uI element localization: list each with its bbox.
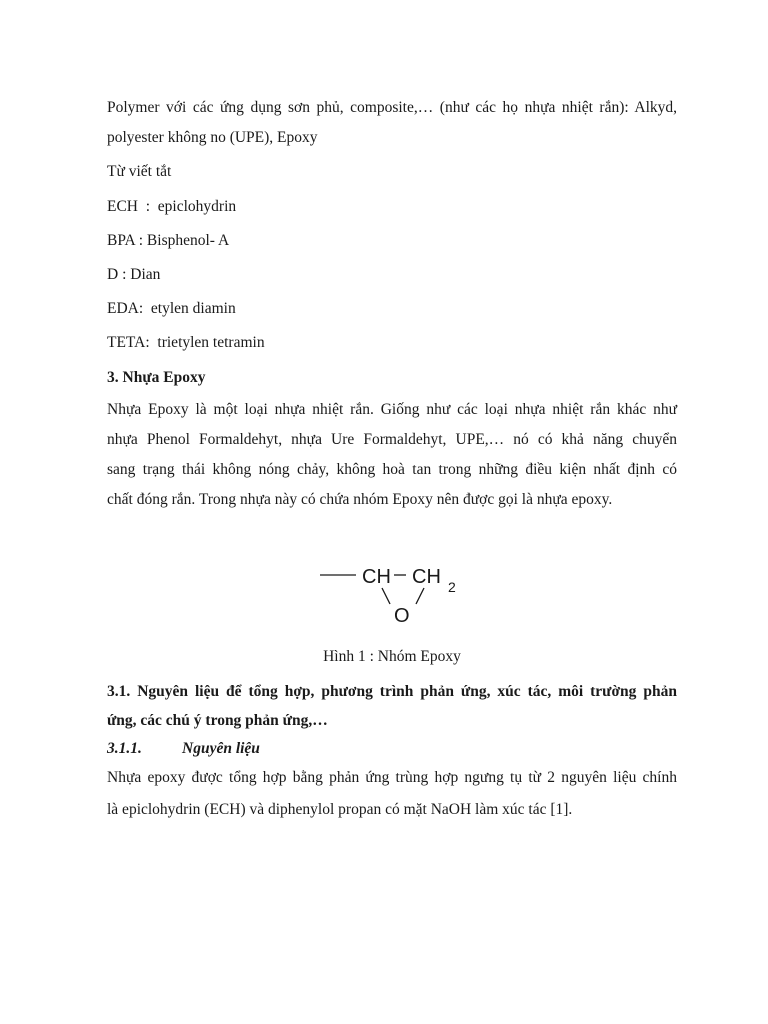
bond-ch-oxygen — [382, 588, 390, 604]
subscript-2: 2 — [448, 579, 456, 595]
section-3-1-title-line-2: ứng, các chú ý trong phản ứng,… — [107, 712, 328, 729]
section-3-1-1-number: 3.1.1. — [107, 740, 142, 757]
section-3-para-line-2: nhựa Phenol Formaldehyt, nhựa Ure Formaldehyt, UPE,… nó có khả năng chuyển — [107, 431, 677, 448]
ch-label: CH — [362, 566, 391, 588]
section-3-1-title-line-1: 3.1. Nguyên liệu để tổng hợp, phương trình phản ứng, xúc tác, môi trường phản — [107, 683, 677, 700]
section-3-1-1-title: Nguyên liệu — [182, 740, 260, 757]
ch2-label: CH — [412, 566, 441, 588]
abbreviation-bpa: BPA : Bisphenol- A — [107, 232, 230, 249]
section-3-para-line-1: Nhựa Epoxy là một loại nhựa nhiệt rắn. Giống như các loại nhựa nhiệt rắn khác như — [107, 401, 677, 418]
figure-caption: Hình 1 : Nhóm Epoxy — [323, 648, 461, 665]
section-3-title: 3. Nhựa Epoxy — [107, 369, 206, 386]
bond-ch2-oxygen — [416, 588, 424, 604]
abbreviations-heading: Từ viết tắt — [107, 163, 172, 180]
abbreviation-d: D : Dian — [107, 266, 161, 283]
intro-line-2: polyester không no (UPE), Epoxy — [107, 129, 318, 146]
section-3-1-1-para-line-2: là epiclohydrin (ECH) và diphenylol propan có mặt NaOH làm xúc tác [1]. — [107, 801, 573, 818]
oxygen-label: O — [394, 605, 410, 627]
intro-line-1: Polymer với các ứng dụng sơn phủ, composite,… (như các họ nhựa nhiệt rắn): Alkyd, — [107, 99, 677, 116]
section-3-para-line-4: chất đóng rắn. Trong nhựa này có chứa nhóm Epoxy nên được gọi là nhựa epoxy. — [107, 491, 613, 508]
abbreviation-eda: EDA: etylen diamin — [107, 300, 236, 317]
abbreviation-teta: TETA: trietylen tetramin — [107, 334, 265, 351]
epoxy-group-diagram — [318, 560, 468, 630]
abbreviation-ech: ECH : epiclohydrin — [107, 198, 237, 215]
section-3-para-line-3: sang trạng thái không nóng chảy, không hoà tan trong những điều kiện nhất định có — [107, 461, 677, 478]
section-3-1-1-para-line-1: Nhựa epoxy được tổng hợp bằng phản ứng trùng hợp ngưng tụ từ 2 nguyên liệu chính — [107, 769, 677, 786]
